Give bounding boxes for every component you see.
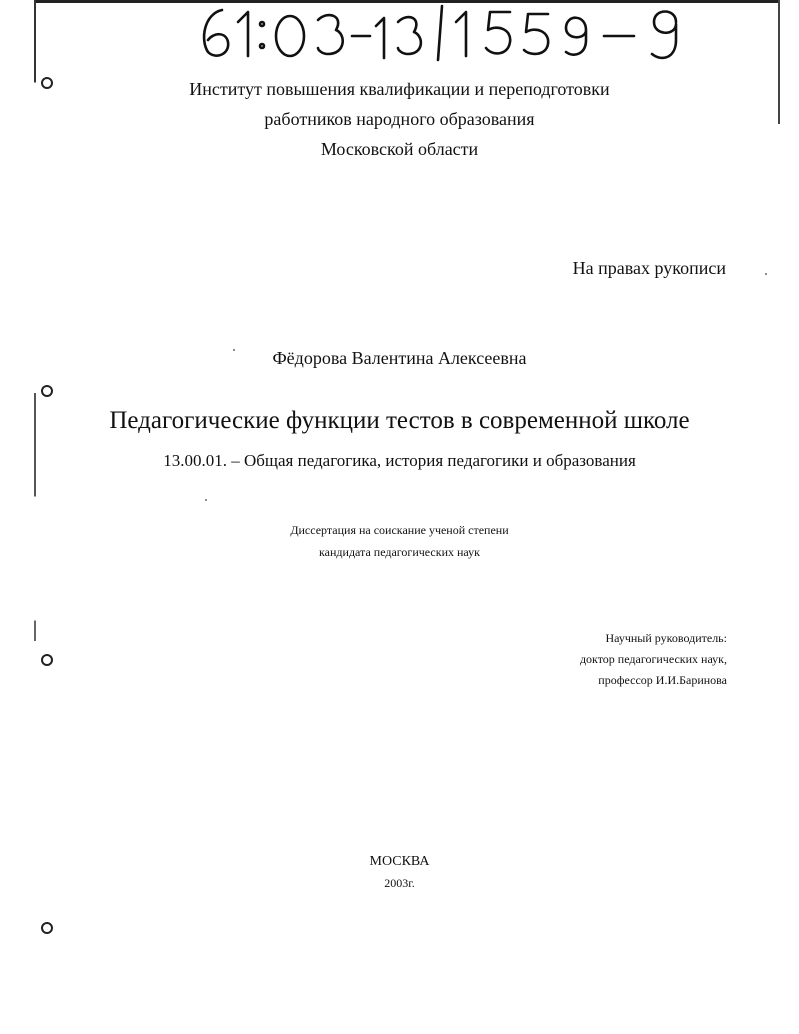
punch-hole-icon: [41, 385, 53, 397]
dissertation-degree-line-2: кандидата педагогических наук: [319, 545, 480, 559]
scan-speck: [765, 273, 767, 275]
punch-hole-icon: [41, 922, 53, 934]
handwritten-call-number: [194, 0, 714, 62]
supervisor-label: Научный руководитель:: [605, 631, 727, 645]
institute-line-2: работников народного образования: [264, 109, 535, 129]
manuscript-note: На правах рукописи: [572, 258, 726, 278]
dissertation-degree-line-1: Диссертация на соискание ученой степени: [290, 523, 509, 537]
institute-line-1: Институт повышения квалификации и переподготовки: [189, 79, 610, 99]
dissertation-title: Педагогические функции тестов в современной школе: [109, 407, 690, 434]
year: 2003г.: [384, 876, 415, 890]
scan-speck: [205, 499, 207, 501]
specialty-code: 13.00.01. – Общая педагогика, история педагогики и образования: [163, 451, 636, 470]
scan-speck: [233, 349, 235, 351]
supervisor-degree: доктор педагогических наук,: [579, 652, 727, 666]
author-name: Фёдорова Валентина Алексеевна: [272, 348, 527, 368]
punch-hole-icon: [41, 654, 53, 666]
supervisor-name: профессор И.И.Баринова: [598, 673, 727, 687]
institute-line-3: Московской области: [320, 139, 479, 159]
city: МОСКВА: [369, 854, 430, 869]
